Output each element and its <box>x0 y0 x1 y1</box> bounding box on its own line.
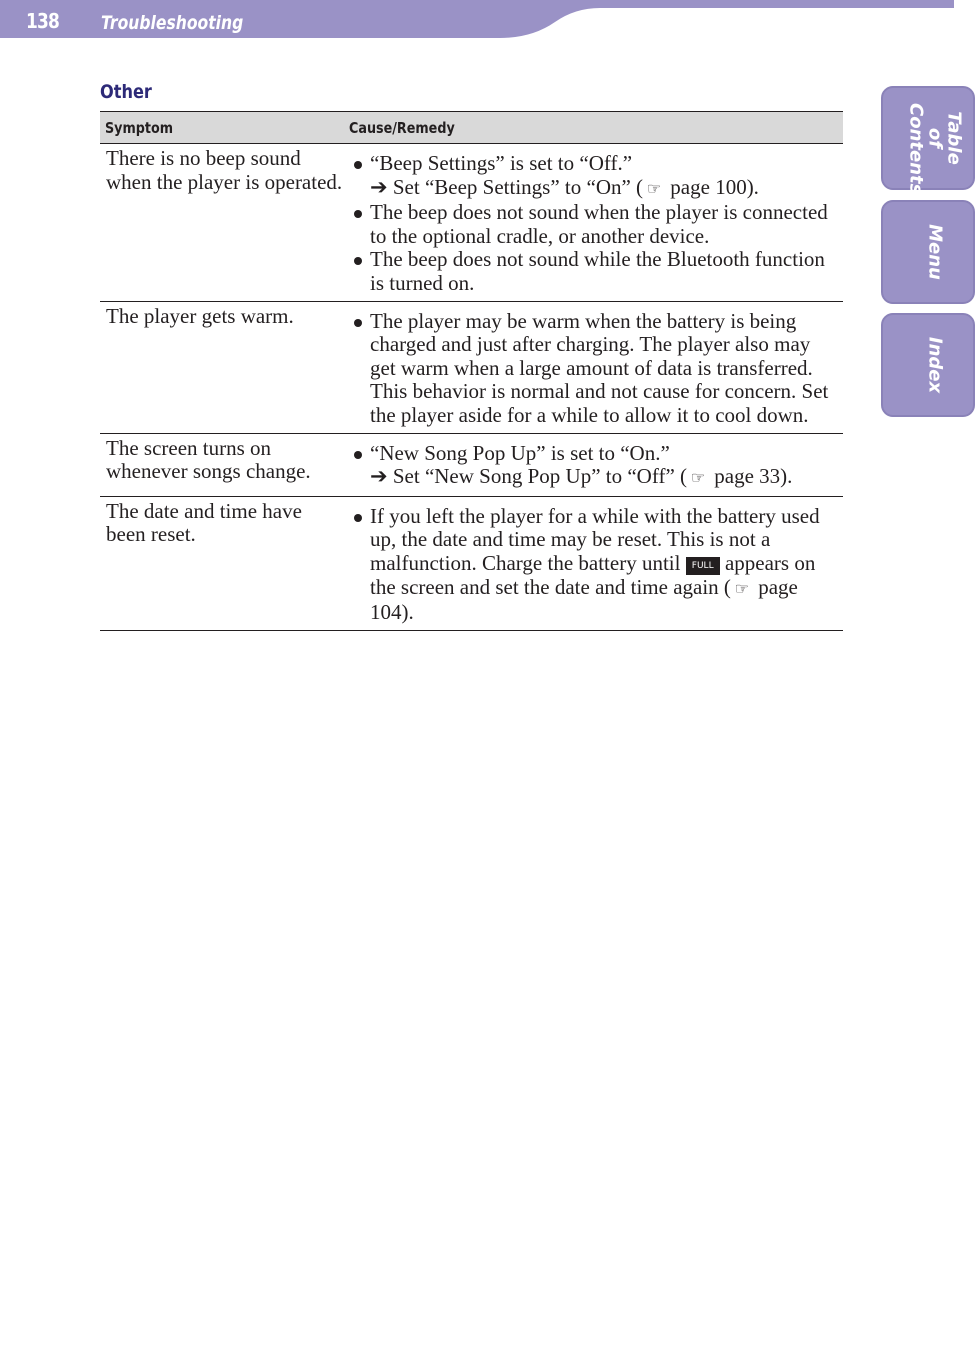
page-reference-icon[interactable]: ☞ <box>646 180 662 198</box>
remedy-cell <box>344 144 843 302</box>
symptom-cell: There is no beep sound when the player is operated. <box>100 144 344 302</box>
remedy-item: “Beep Settings” is set to “Off.” <box>354 152 839 176</box>
table-row <box>100 301 843 433</box>
table-row <box>100 433 843 496</box>
table-row <box>100 144 843 302</box>
remedy-cell <box>344 301 843 433</box>
remedy-action: ➔ Set “Beep Settings” to “On” ( ☞ page 100). <box>354 176 839 202</box>
symptom-cell: The screen turns on whenever songs change. <box>100 433 344 496</box>
page-reference-icon[interactable]: ☞ <box>690 470 706 488</box>
cause-remedy-header: Cause/Remedy <box>344 112 843 144</box>
troubleshooting-table <box>100 111 843 631</box>
remedy-action: ➔ Set “New Song Pop Up” to “Off” ( ☞ page 33). <box>354 465 839 491</box>
symptom-cell: The date and time have been reset. <box>100 496 344 630</box>
page-number: 138 <box>26 9 59 33</box>
table-row <box>100 496 843 630</box>
table-header-row <box>100 112 843 144</box>
tab-table-of-contents[interactable]: Table of Contents <box>881 86 975 190</box>
battery-full-icon: FULL <box>686 557 720 575</box>
chapter-title: Troubleshooting <box>101 12 244 34</box>
tab-index[interactable]: Index <box>881 313 975 417</box>
section-title: Other <box>100 81 152 103</box>
symptom-header: Symptom <box>100 112 344 144</box>
remedy-item: The beep does not sound while the Bluetooth function is turned on. <box>354 248 839 295</box>
remedy-cell <box>344 433 843 496</box>
remedy-cell <box>344 496 843 630</box>
remedy-item: The player may be warm when the battery is being charged and just after charging. The player also may get warm when a large amount of data is transferred. This behavior is normal and not cause for concern. Set the player aside for a while to allow it to cool down. <box>354 310 839 428</box>
arrow-icon: ➔ <box>370 174 388 199</box>
remedy-item: The beep does not sound when the player is connected to the optional cradle, or another device. <box>354 201 839 248</box>
page-reference-icon[interactable]: ☞ <box>734 580 750 598</box>
tab-menu[interactable]: Menu <box>881 200 975 304</box>
remedy-item: If you left the player for a while with the battery used up, the date and time may be reset. This is not a malfunction. Charge the battery until FULL appears on the screen and set the date and time again ( ☞ page 104). <box>354 505 839 625</box>
remedy-item: “New Song Pop Up” is set to “On.” <box>354 442 839 466</box>
symptom-cell: The player gets warm. <box>100 301 344 433</box>
arrow-icon: ➔ <box>370 464 388 489</box>
